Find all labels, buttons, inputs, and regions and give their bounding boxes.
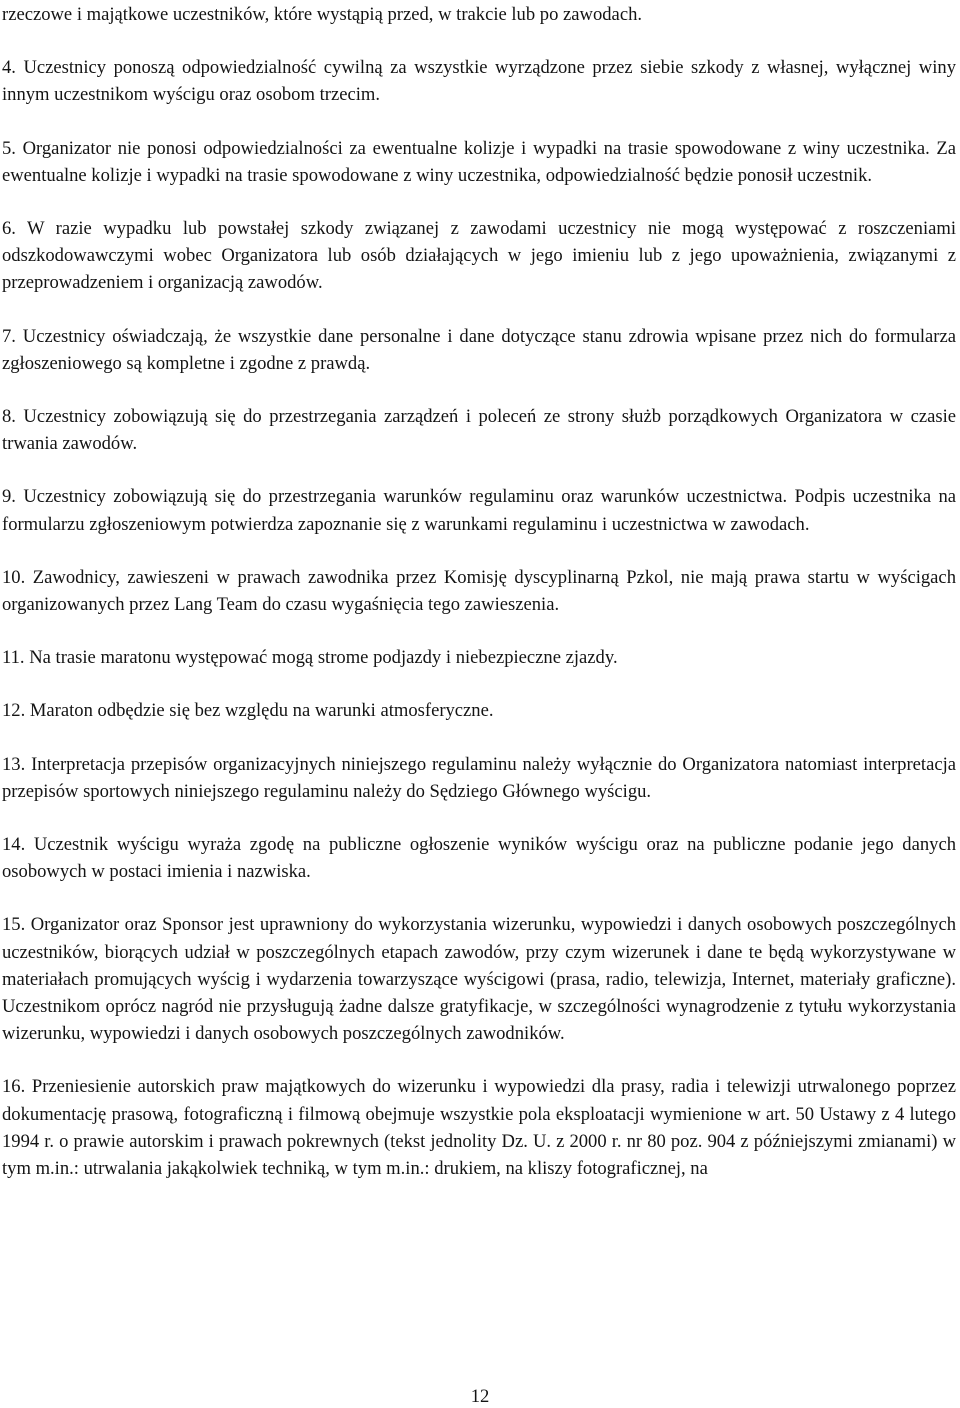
paragraph-13: 13. Interpretacja przepisów organizacyjnych niniejszego regulaminu należy wyłącznie do Organizatora natomiast interpretacja przepisów sportowych niniejszego regulaminu należy do Sędziego Głównego wyścigu.	[2, 753, 956, 802]
paragraph-15: 15. Organizator oraz Sponsor jest uprawniony do wykorzystania wizerunku, wypowiedzi i danych osobowych poszczególnych uczestników, biorących udział w poszczególnych etapach zawodów, przy czym wizerunek i dane te będą wykorzystywane w materiałach promujących wyścig i wydarzenia towarzyszące wyścigowi (prasa, radio, telewizja, Internet, materiały graficzne). Uczestnikom oprócz nagród nie przysługują żadne dalsze gratyfikacje, w szczególności wynagrodzenie z tytułu wykorzystania wizerunku, wypowiedzi i danych osobowych poszczególnych zawodników.	[2, 914, 956, 1045]
paragraph-4: 4. Uczestnicy ponoszą odpowiedzialność cywilną za wszystkie wyrządzone przez siebie szkody z własnej, wyłącznej winy innym uczestnikom wyścigu oraz osobom trzecim.	[2, 57, 956, 106]
paragraph-5: 5. Organizator nie ponosi odpowiedzialności za ewentualne kolizje i wypadki na trasie spowodowane z winy uczestnika. Za ewentualne kolizje i wypadki na trasie spowodowane z winy uczestnika, odpowiedzialność będzie ponosił uczestnik.	[2, 137, 956, 186]
paragraph-8: 8. Uczestnicy zobowiązują się do przestrzegania zarządzeń i poleceń ze strony służb porządkowych Organizatora w czasie trwania zawodów.	[2, 406, 956, 455]
paragraph-14: 14. Uczestnik wyścigu wyraża zgodę na publiczne ogłoszenie wyników wyścigu oraz na publiczne podanie jego danych osobowych w postaci imienia i nazwiska.	[2, 834, 956, 883]
paragraph-12: 12. Maraton odbędzie się bez względu na warunki atmosferyczne.	[2, 700, 494, 722]
paragraph-16: 16. Przeniesienie autorskich praw majątkowych do wizerunku i wypowiedzi dla prasy, radia i telewizji utrwalonego poprzez dokumentację prasową, fotograficzną i filmową obejmuje wszystkie pola eksploatacji wymienione w art. 50 Ustawy z 4 lutego 1994 r. o prawie autorskim i prawach pokrewnych (tekst jednolity Dz. U. z 2000 r. nr 80 poz. 904 z późniejszymi zmianami) w tym m.in.: utrwalania jakąkolwiek techniką, w tym m.in.: drukiem, na kliszy fotograficznej, na	[2, 1076, 956, 1180]
paragraph-7: 7. Uczestnicy oświadczają, że wszystkie dane personalne i dane dotyczące stanu zdrowia wpisane przez nich do formularza zgłoszeniowego są kompletne i zgodne z prawdą.	[2, 325, 956, 374]
document-body	[2, 0, 956, 1182]
paragraph-6: 6. W razie wypadku lub powstałej szkody związanej z zawodami uczestnicy nie mogą występować z roszczeniami odszkodowawczymi wobec Organizatora lub osób działających w jego imieniu lub z jego upoważnienia, związanymi z przeprowadzeniem i organizacją zawodów.	[2, 218, 956, 294]
page-number: 12	[470, 1386, 490, 1407]
paragraph-9: 9. Uczestnicy zobowiązują się do przestrzegania warunków regulaminu oraz warunków uczestnictwa. Podpis uczestnika na formularzu zgłoszeniowym potwierdza zapoznanie się z warunkami regulaminu i uczestnictwa w zawodach.	[2, 486, 956, 535]
paragraph-10: 10. Zawodnicy, zawieszeni w prawach zawodnika przez Komisję dyscyplinarną Pzkol, nie mają prawa startu w wyścigach organizowanych przez Lang Team do czasu wygaśnięcia tego zawieszenia.	[2, 566, 956, 616]
paragraph-11: 11. Na trasie maratonu występować mogą strome podjazdy i niebezpieczne zjazdy.	[2, 647, 618, 669]
paragraph-3-continuation: rzeczowe i majątkowe uczestników, które wystąpią przed, w trakcie lub po zawodach.	[2, 4, 643, 25]
